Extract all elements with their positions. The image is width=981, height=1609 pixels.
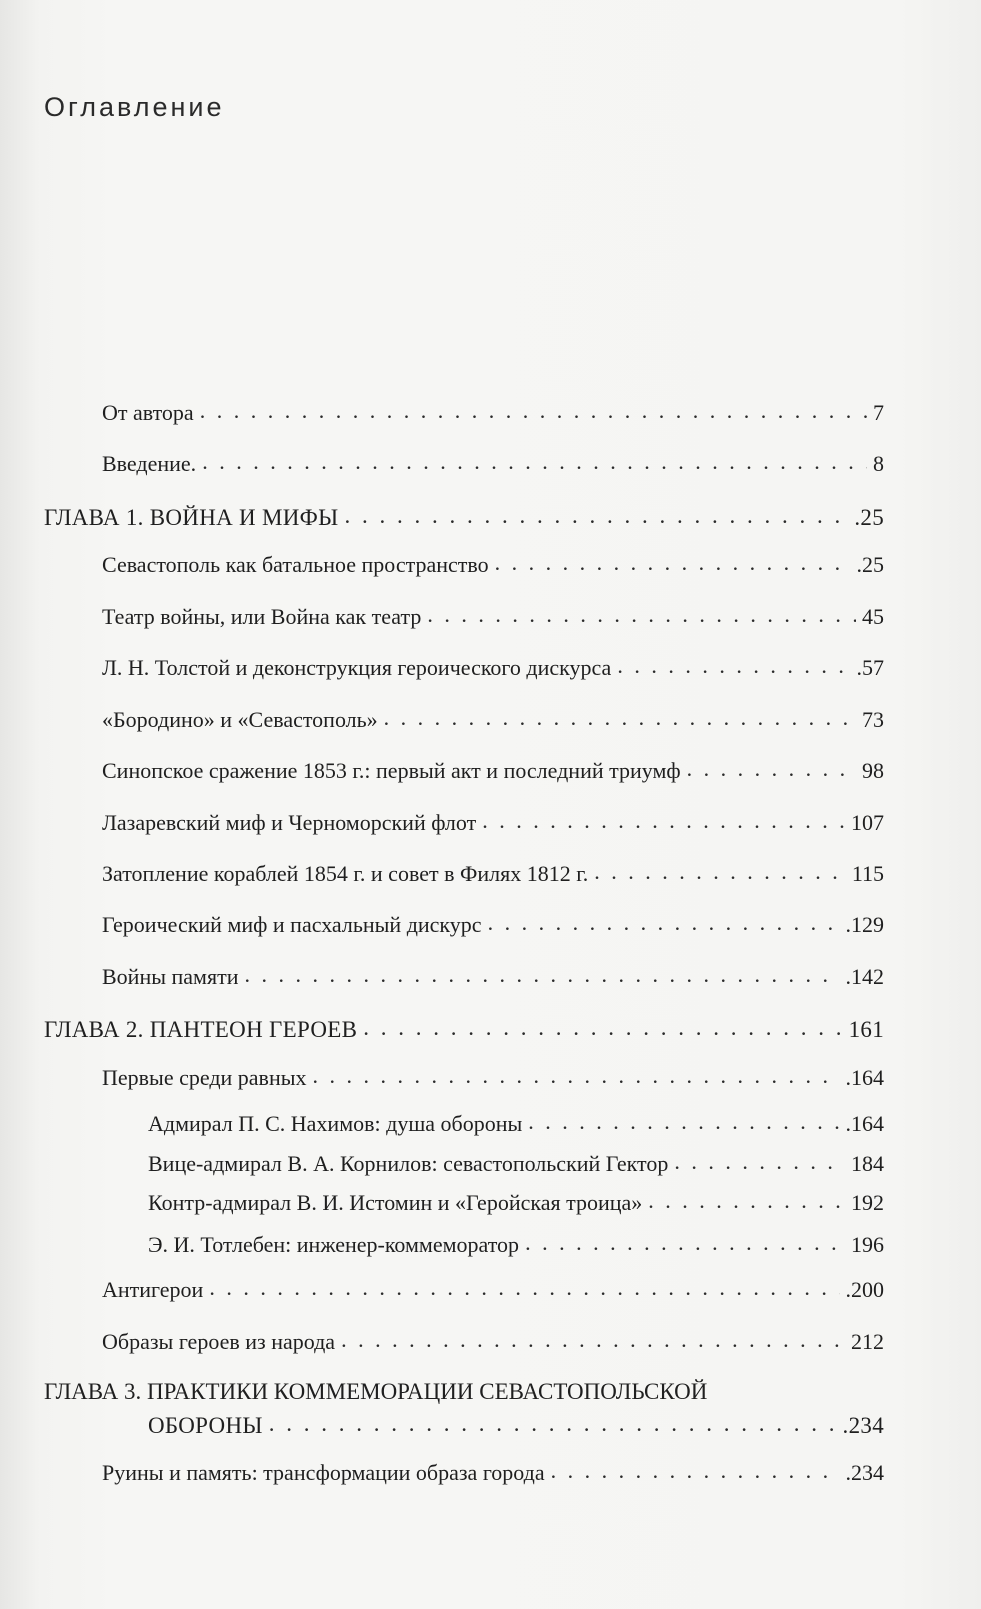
- dot-leader: [209, 1275, 839, 1301]
- page-title: Оглавление: [44, 92, 225, 122]
- toc-chapter: [44, 504, 884, 532]
- toc-entry: [102, 912, 884, 938]
- toc-entry-page: .164: [845, 1065, 884, 1090]
- toc-entry-page: 7: [873, 400, 884, 425]
- toc-entry: [102, 861, 884, 887]
- toc-entry-label: Адмирал П. С. Нахимов: душа обороны: [148, 1111, 523, 1136]
- toc-chapter-label: ГЛАВА 2. ПАНТЕОН ГЕРОЕВ: [44, 1017, 358, 1042]
- toc-entry-label: «Бородино» и «Севастополь»: [102, 707, 378, 732]
- dot-leader: [384, 705, 856, 731]
- dot-leader: [313, 1063, 840, 1089]
- toc-entry-page: 98: [862, 758, 884, 783]
- dot-leader: [551, 1458, 840, 1484]
- dot-leader: [648, 1188, 845, 1214]
- toc-entry-page: .142: [845, 964, 884, 989]
- dot-leader: [528, 1109, 839, 1135]
- toc-entry-page: 196: [851, 1232, 884, 1257]
- toc-entry-page: 115: [851, 861, 884, 886]
- toc-chapter-line1: ГЛАВА 3. ПРАКТИКИ КОММЕМОРАЦИИ СЕВАСТОПОЛЬСКОЙ: [44, 1379, 708, 1404]
- dot-leader: [345, 502, 849, 530]
- dot-leader: [482, 808, 845, 834]
- toc-entry-label: Образы героев из народа: [102, 1329, 336, 1354]
- toc-entry-label: Руины и память: трансформации образа города: [102, 1460, 545, 1485]
- toc-entry-label: Введение.: [102, 451, 197, 476]
- toc-entry: [102, 604, 884, 630]
- toc-entry-label: Затопление кораблей 1854 г. и совет в Филях 1812 г.: [102, 861, 589, 886]
- dot-leader: [488, 910, 840, 936]
- toc-entry-page: 73: [862, 707, 884, 732]
- toc-chapter: [148, 1412, 884, 1440]
- toc-entry: [102, 400, 884, 426]
- toc-chapter: [44, 1016, 884, 1044]
- dot-leader: [244, 962, 839, 988]
- toc-entry-label: От автора: [102, 400, 194, 425]
- toc-entry: [102, 1460, 884, 1486]
- toc-entry-page: 192: [851, 1190, 884, 1215]
- toc-entry-page: 45: [862, 604, 884, 629]
- toc-subentry: [148, 1190, 884, 1216]
- toc-entry: [102, 1329, 884, 1355]
- toc-entry-page: 8: [873, 451, 884, 476]
- dot-leader: [495, 550, 851, 576]
- dot-leader: [427, 602, 856, 628]
- toc-entry: [102, 810, 884, 836]
- toc-subentry: [148, 1111, 884, 1137]
- dot-leader: [363, 1014, 842, 1042]
- toc-entry-page: 184: [851, 1151, 884, 1176]
- toc-entry-label: Л. Н. Толстой и деконструкция героического дискурса: [102, 655, 612, 680]
- toc-entry: [102, 655, 884, 681]
- toc-entry-label: Войны памяти: [102, 964, 239, 989]
- dot-leader: [674, 1149, 845, 1175]
- toc-entry-page: .200: [845, 1277, 884, 1302]
- toc-entry-label: Лазаревский миф и Черноморский флот: [102, 810, 477, 835]
- toc-entry-label: Синопское сражение 1853 г.: первый акт и последний триумф: [102, 758, 681, 783]
- toc-entry-page: .57: [856, 655, 884, 680]
- toc-entry: [102, 964, 884, 990]
- toc-subentry: [148, 1151, 884, 1177]
- toc-subentry: [148, 1232, 884, 1258]
- toc-entry-page: 107: [851, 810, 884, 835]
- toc-entry-page: 212: [851, 1329, 884, 1354]
- toc-entry-page: .129: [845, 912, 884, 937]
- dot-leader: [687, 756, 856, 782]
- toc-entry-label: Э. И. Тотлебен: инженер-коммеморатор: [148, 1232, 520, 1257]
- toc-entry-page: 161: [848, 1017, 884, 1042]
- dot-leader: [617, 653, 850, 679]
- toc-entry-label: Театр войны, или Война как театр: [102, 604, 422, 629]
- toc-entry-label: Антигерои: [102, 1277, 204, 1302]
- dot-leader: [525, 1230, 845, 1256]
- toc-entry-label: Контр-адмирал В. И. Истомин и «Геройская троица»: [148, 1190, 643, 1215]
- toc-entry: [102, 451, 884, 477]
- toc-entry: [102, 707, 884, 733]
- toc-entry-label: Севастополь как батальное пространство: [102, 552, 489, 577]
- toc-entry-page: .234: [842, 1413, 884, 1438]
- toc-entry-page: .234: [845, 1460, 884, 1485]
- dot-leader: [200, 398, 867, 424]
- toc-entry-page: .25: [856, 552, 884, 577]
- toc-entry-label: Первые среди равных: [102, 1065, 307, 1090]
- toc-entry-label: Вице-адмирал В. А. Корнилов: севастопольский Гектор: [148, 1151, 669, 1176]
- toc-entry: [102, 758, 884, 784]
- toc-chapter-label: ОБОРОНЫ: [148, 1413, 263, 1438]
- toc-entry: [102, 1065, 884, 1091]
- toc-entry-label: Героический миф и пасхальный дискурс: [102, 912, 482, 937]
- toc-entry: [102, 552, 884, 578]
- dot-leader: [269, 1410, 837, 1438]
- dot-leader: [202, 449, 867, 475]
- dot-leader: [594, 859, 846, 885]
- toc-entry-page: .25: [854, 505, 884, 530]
- toc-entry-page: .164: [845, 1111, 884, 1136]
- toc-chapter-label: ГЛАВА 1. ВОЙНА И МИФЫ: [44, 505, 339, 530]
- dot-leader: [341, 1327, 845, 1353]
- toc-entry: [102, 1277, 884, 1303]
